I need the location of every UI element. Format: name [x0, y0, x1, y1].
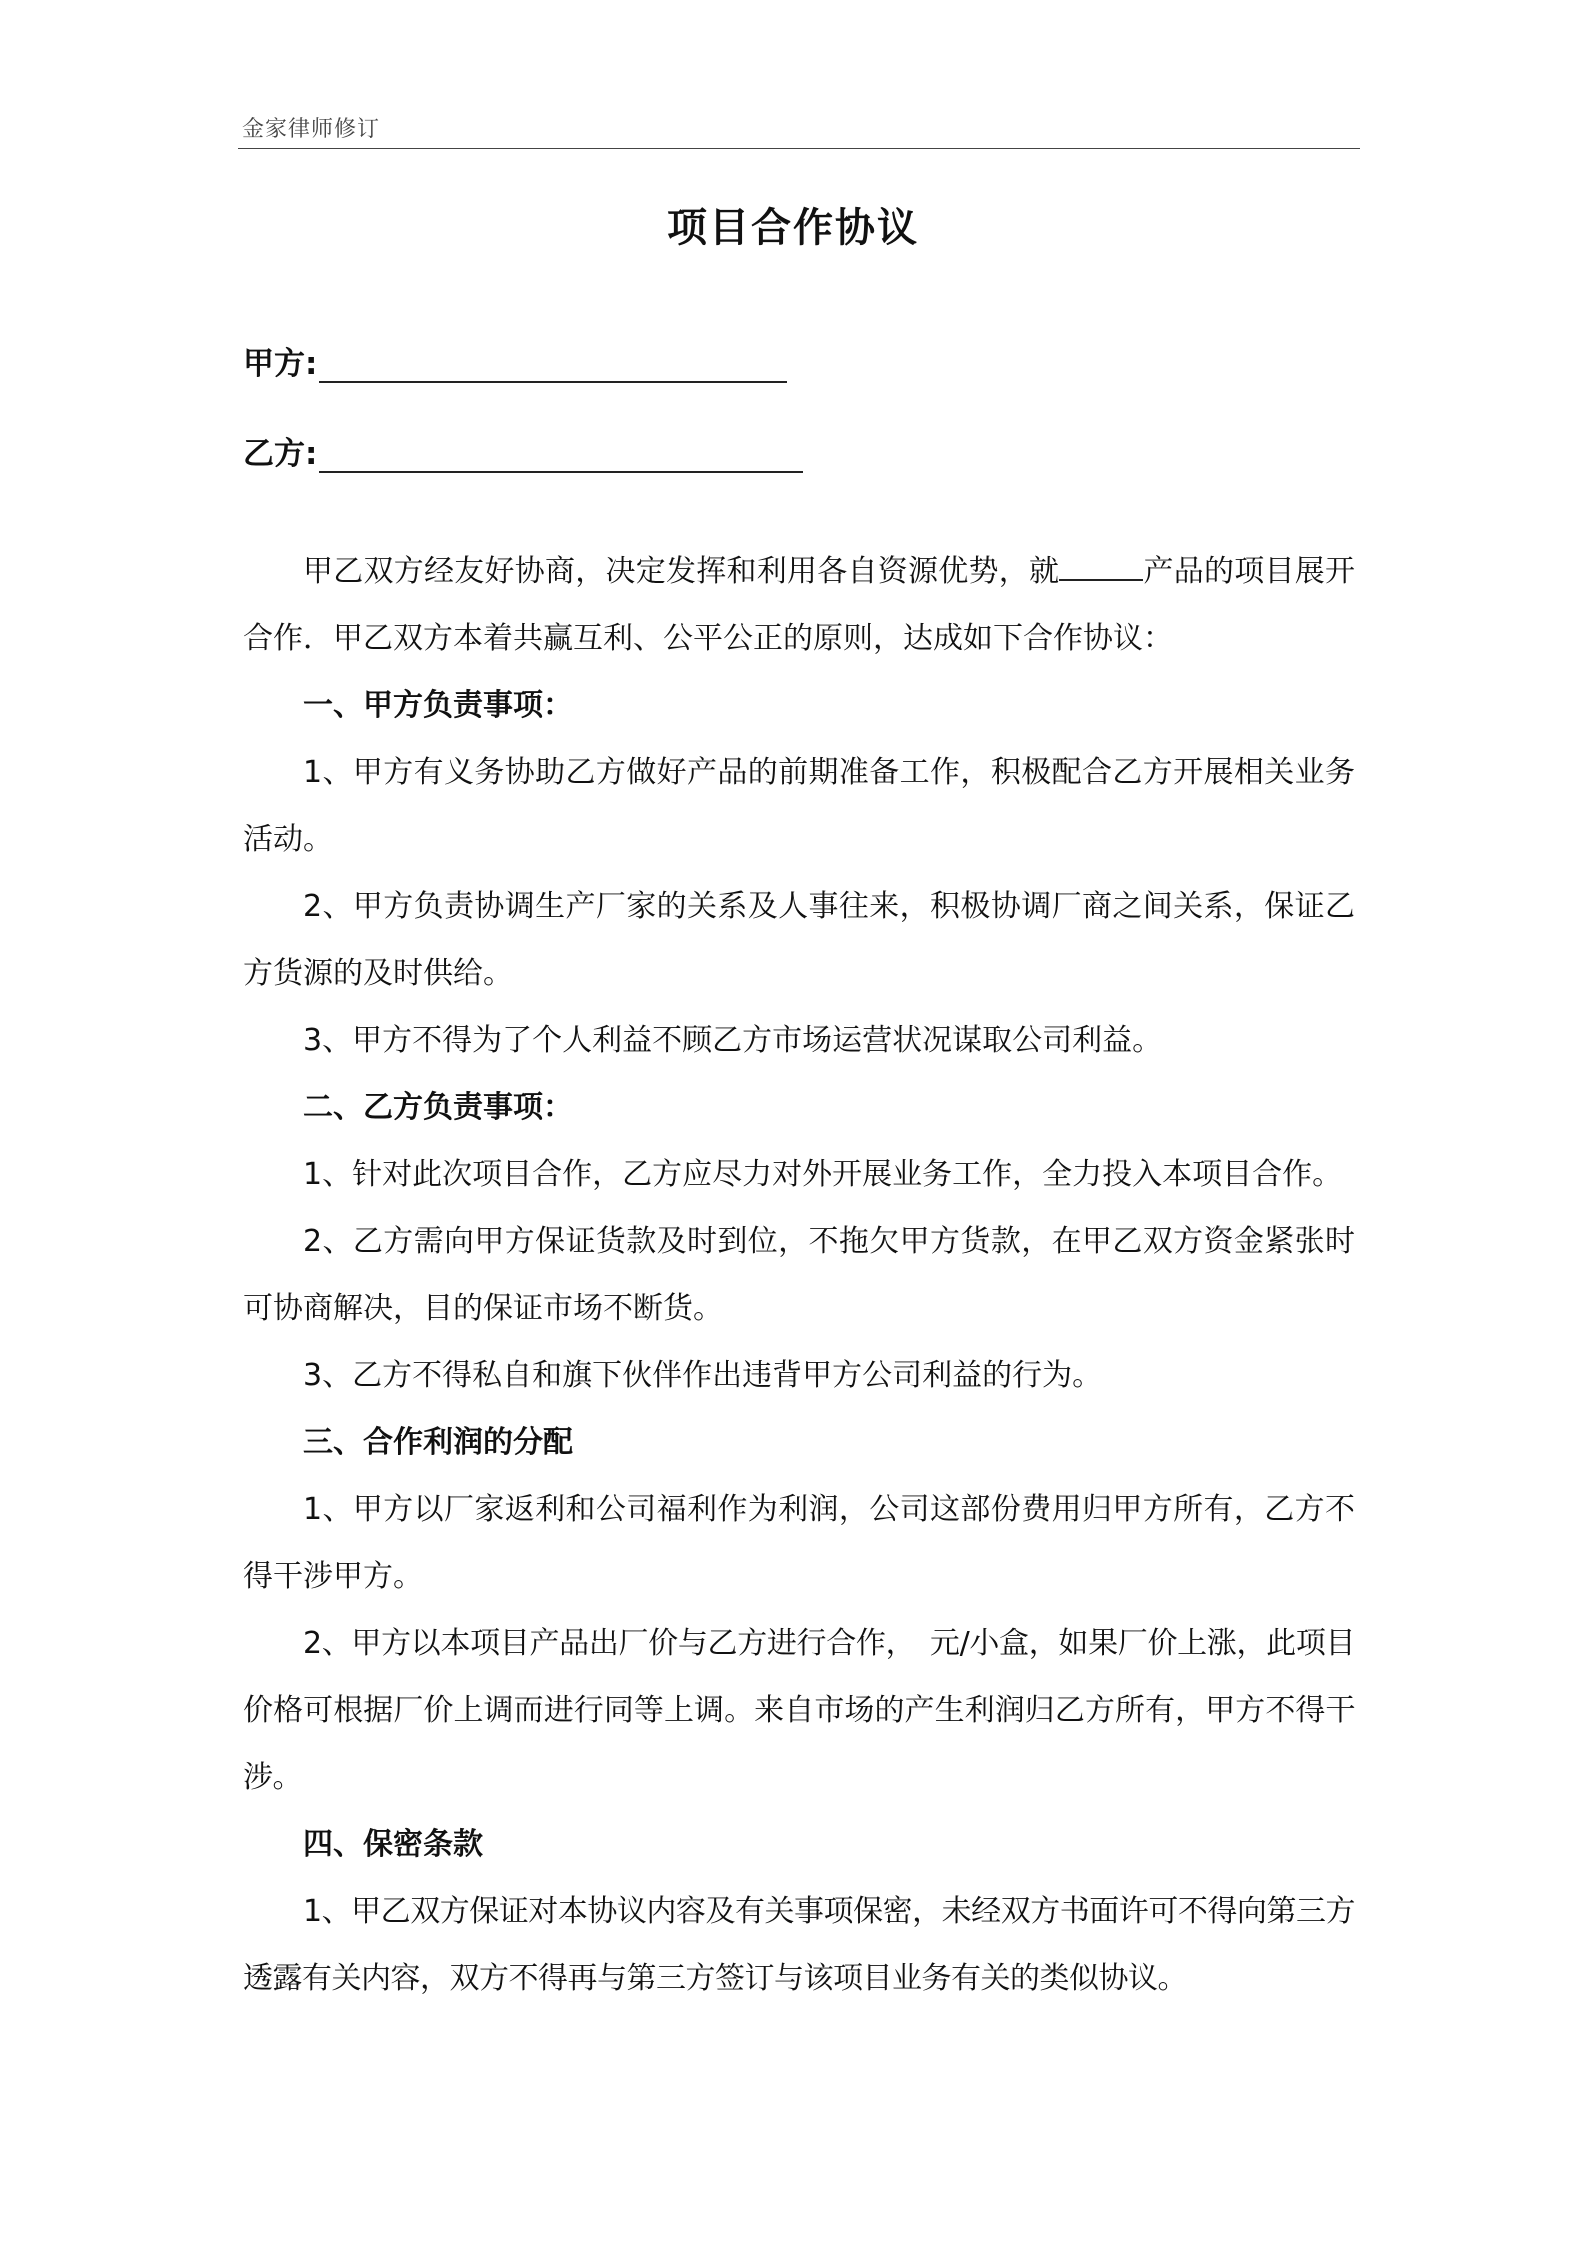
party-b-row	[243, 428, 803, 473]
document-title: 项目合作协议	[667, 205, 919, 251]
section-2-item-2: 2、乙方需向甲方保证货款及时到位，不拖欠甲方货款，在甲乙双方资金紧张时可协商解决，目的保证市场不断货。	[243, 1224, 1355, 1326]
intro-paragraph	[243, 538, 1355, 672]
party-a-label: 甲方:	[243, 346, 318, 382]
page-header	[238, 110, 1360, 149]
intro-text-after: 产品的项目展开合作．甲乙双方本着共赢互利、公平公正的原则，达成如下合作协议：	[243, 554, 1355, 656]
intro-text-before: 甲乙双方经友好协商，决定发挥和利用各自资源优势，就	[303, 554, 1060, 589]
section-4-heading: 四、保密条款	[303, 1827, 483, 1862]
section-2-item-1: 1、针对此次项目合作，乙方应尽力对外开展业务工作，全力投入本项目合作。	[303, 1157, 1343, 1192]
header-text: 金家律师修订	[242, 117, 381, 142]
agreement-body	[243, 538, 1355, 2012]
party-b-label: 乙方:	[243, 436, 318, 472]
section-1-item-3: 3、甲方不得为了个人利益不顾乙方市场运营状况谋取公司利益。	[303, 1023, 1163, 1058]
section-3-item-1: 1、甲方以厂家返利和公司福利作为利润，公司这部份费用归甲方所有，乙方不得干涉甲方。	[243, 1492, 1355, 1594]
product-blank-line	[1059, 551, 1143, 581]
section-3-item-2: 2、甲方以本项目产品出厂价与乙方进行合作， 元/小盒，如果厂价上涨，此项目价格可根据厂价上调而进行同等上调。来自市场的产生利润归乙方所有，甲方不得干涉。	[243, 1626, 1355, 1795]
section-4-item-1: 1、甲乙双方保证对本协议内容及有关事项保密，未经双方书面许可不得向第三方透露有关内容，双方不得再与第三方签订与该项目业务有关的类似协议。	[243, 1894, 1355, 1996]
party-a-blank-line	[319, 347, 787, 383]
section-3-heading: 三、合作利润的分配	[303, 1425, 573, 1460]
section-1-heading: 一、甲方负责事项：	[303, 688, 573, 723]
party-a-row	[243, 338, 787, 383]
section-2-heading: 二、乙方负责事项：	[303, 1090, 573, 1125]
section-1-item-1: 1、甲方有义务协助乙方做好产品的前期准备工作，积极配合乙方开展相关业务活动。	[243, 755, 1355, 857]
section-2-item-3: 3、乙方不得私自和旗下伙伴作出违背甲方公司利益的行为。	[303, 1358, 1103, 1393]
section-1-item-2: 2、甲方负责协调生产厂家的关系及人事往来，积极协调厂商之间关系，保证乙方货源的及时供给。	[243, 889, 1355, 991]
party-b-blank-line	[319, 437, 803, 473]
